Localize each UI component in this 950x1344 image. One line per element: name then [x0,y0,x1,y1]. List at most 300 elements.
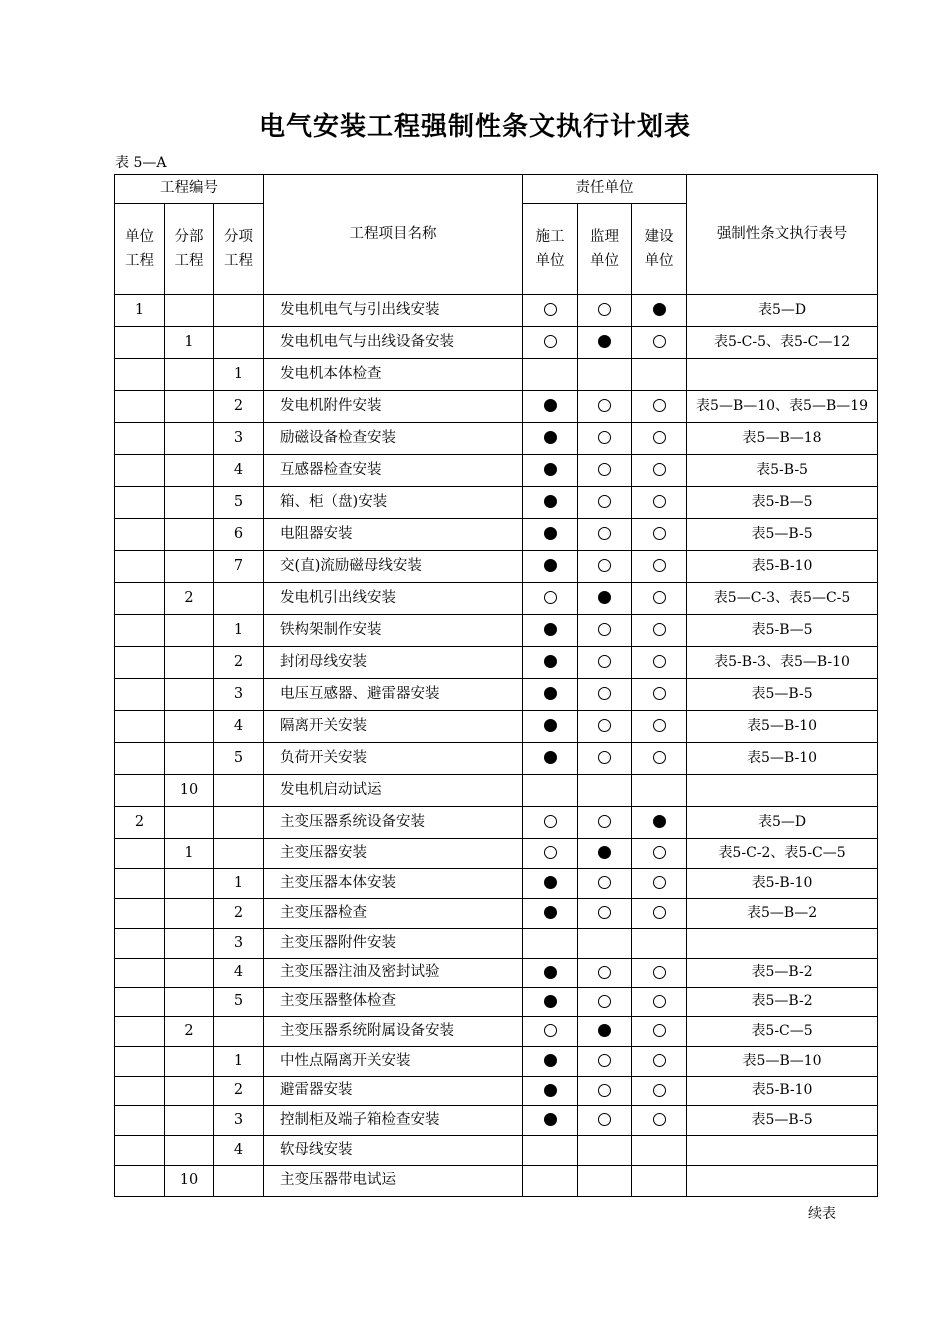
sub-project-cell [165,1047,214,1077]
supervision-mark-cell [578,1077,632,1106]
supervision-mark-cell [578,869,632,899]
empty-circle-icon [598,399,611,412]
empty-circle-icon [653,527,666,540]
owner-mark-cell [632,359,687,391]
owner-mark-cell [632,899,687,929]
item-name-cell: 主变压器带电试运 [264,1166,523,1197]
unit-project-cell: 1 [115,295,165,327]
filled-circle-icon [544,876,557,889]
table-row [115,615,878,647]
empty-circle-icon [653,719,666,732]
unit-project-cell [115,1077,165,1106]
sub-project-cell [165,899,214,929]
construction-mark-cell [523,1166,578,1197]
construction-mark-cell [523,1047,578,1077]
unit-project-cell [115,615,165,647]
table-row [115,359,878,391]
construction-mark-cell [523,959,578,988]
item-name-cell: 发电机电气与引出线安装 [264,295,523,327]
item-name-cell: 发电机启动试运 [264,775,523,807]
empty-circle-icon [653,1084,666,1097]
empty-circle-icon [653,1054,666,1067]
item-name-cell: 主变压器系统附属设备安装 [264,1017,523,1047]
sub-project-cell: 2 [165,583,214,615]
owner-mark-cell [632,711,687,743]
item-project-cell: 2 [214,1077,264,1106]
unit-project-cell [115,1047,165,1077]
supervision-mark-cell [578,327,632,359]
owner-mark-cell [632,988,687,1017]
supervision-mark-cell [578,1047,632,1077]
empty-circle-icon [653,876,666,889]
sub-project-cell [165,1077,214,1106]
empty-circle-icon [653,751,666,764]
item-name-cell: 发电机附件安装 [264,391,523,423]
ref-number-cell: 表5—B-5 [687,1106,878,1136]
empty-circle-icon [653,463,666,476]
sub-project-cell [165,423,214,455]
owner-mark-cell [632,1136,687,1166]
unit-project-cell: 2 [115,807,165,839]
filled-circle-icon [653,303,666,316]
filled-circle-icon [598,846,611,859]
ref-number-cell: 表5-B-5 [687,455,878,487]
owner-mark-cell [632,583,687,615]
sub-project-cell [165,1136,214,1166]
header-unit-project: 单位 工程 [115,204,165,295]
sub-project-cell [165,487,214,519]
table-row [115,327,878,359]
table-row [115,929,878,959]
header-sub-project: 分部 工程 [165,204,214,295]
header-item-name: 工程项目名称 [264,175,523,295]
unit-project-cell [115,359,165,391]
owner-mark-cell [632,1106,687,1136]
ref-number-cell [687,1166,878,1197]
table-row [115,647,878,679]
ref-number-cell: 表5-B—5 [687,487,878,519]
empty-circle-icon [653,1113,666,1126]
table-row [115,455,878,487]
unit-project-cell [115,679,165,711]
item-name-cell: 控制柜及端子箱检查安装 [264,1106,523,1136]
item-project-cell [214,583,264,615]
construction-mark-cell [523,1136,578,1166]
item-project-cell: 1 [214,869,264,899]
supervision-mark-cell [578,391,632,423]
filled-circle-icon [598,1024,611,1037]
item-name-cell: 箱、柜（盘)安装 [264,487,523,519]
table-row [115,423,878,455]
sub-project-cell [165,551,214,583]
supervision-mark-cell [578,487,632,519]
filled-circle-icon [544,906,557,919]
empty-circle-icon [598,303,611,316]
item-project-cell [214,327,264,359]
unit-project-cell [115,391,165,423]
construction-mark-cell [523,583,578,615]
supervision-mark-cell [578,775,632,807]
owner-mark-cell [632,455,687,487]
sub-project-cell [165,647,214,679]
item-project-cell: 3 [214,929,264,959]
empty-circle-icon [544,1024,557,1037]
item-project-cell: 4 [214,711,264,743]
owner-mark-cell [632,487,687,519]
table-row [115,1077,878,1106]
item-name-cell: 软母线安装 [264,1136,523,1166]
owner-mark-cell [632,327,687,359]
header-project-code: 工程编号 [115,175,264,204]
unit-project-cell [115,869,165,899]
owner-mark-cell [632,1047,687,1077]
table-row [115,807,878,839]
table-row [115,679,878,711]
unit-project-cell [115,583,165,615]
item-name-cell: 主变压器附件安装 [264,929,523,959]
item-name-cell: 铁构架制作安装 [264,615,523,647]
construction-mark-cell [523,869,578,899]
table-row [115,1047,878,1077]
owner-mark-cell [632,743,687,775]
filled-circle-icon [653,815,666,828]
item-name-cell: 发电机本体检查 [264,359,523,391]
owner-mark-cell [632,807,687,839]
header-row-1 [115,175,878,204]
unit-project-cell [115,711,165,743]
item-project-cell: 1 [214,359,264,391]
table-row [115,839,878,869]
construction-mark-cell [523,711,578,743]
owner-mark-cell [632,1077,687,1106]
filled-circle-icon [544,495,557,508]
item-name-cell: 发电机电气与出线设备安装 [264,327,523,359]
item-name-cell: 主变压器本体安装 [264,869,523,899]
construction-mark-cell [523,807,578,839]
item-name-cell: 主变压器注油及密封试验 [264,959,523,988]
sub-project-cell: 10 [165,775,214,807]
supervision-mark-cell [578,959,632,988]
item-project-cell: 2 [214,647,264,679]
unit-project-cell [115,551,165,583]
table-row [115,775,878,807]
sub-project-cell [165,929,214,959]
empty-circle-icon [653,966,666,979]
item-project-cell: 3 [214,679,264,711]
sub-project-cell [165,711,214,743]
unit-project-cell [115,743,165,775]
table-row [115,487,878,519]
construction-mark-cell [523,899,578,929]
empty-circle-icon [544,335,557,348]
empty-circle-icon [653,399,666,412]
sub-project-cell [165,519,214,551]
unit-project-cell [115,929,165,959]
construction-mark-cell [523,391,578,423]
empty-circle-icon [598,1113,611,1126]
ref-number-cell: 表5—D [687,295,878,327]
ref-number-cell: 表5—D [687,807,878,839]
header-item-project: 分项 工程 [214,204,264,295]
ref-number-cell: 表5—B-10 [687,711,878,743]
unit-project-cell [115,1106,165,1136]
sub-project-cell [165,988,214,1017]
item-project-cell: 6 [214,519,264,551]
empty-circle-icon [598,1054,611,1067]
item-project-cell: 5 [214,743,264,775]
item-name-cell: 主变压器整体检查 [264,988,523,1017]
item-project-cell: 5 [214,988,264,1017]
empty-circle-icon [598,463,611,476]
filled-circle-icon [598,335,611,348]
unit-project-cell [115,839,165,869]
sub-project-cell: 1 [165,327,214,359]
empty-circle-icon [653,906,666,919]
supervision-mark-cell [578,929,632,959]
owner-mark-cell [632,423,687,455]
ref-number-cell: 表5-C-2、表5-C—5 [687,839,878,869]
ref-number-cell: 表5-B-10 [687,551,878,583]
table-row [115,295,878,327]
item-project-cell: 5 [214,487,264,519]
unit-project-cell [115,959,165,988]
construction-mark-cell [523,1106,578,1136]
construction-mark-cell [523,988,578,1017]
item-project-cell: 2 [214,391,264,423]
filled-circle-icon [544,995,557,1008]
unit-project-cell [115,423,165,455]
supervision-mark-cell [578,743,632,775]
ref-number-cell: 表5—B-10 [687,743,878,775]
filled-circle-icon [544,687,557,700]
item-name-cell: 隔离开关安装 [264,711,523,743]
sub-project-cell [165,679,214,711]
ref-number-cell: 表5-C-5、表5-C—12 [687,327,878,359]
filled-circle-icon [544,463,557,476]
table-row [115,551,878,583]
supervision-mark-cell [578,423,632,455]
supervision-mark-cell [578,988,632,1017]
supervision-mark-cell [578,1017,632,1047]
table-row [115,519,878,551]
empty-circle-icon [598,655,611,668]
empty-circle-icon [598,751,611,764]
ref-number-cell: 表5—B-2 [687,959,878,988]
filled-circle-icon [544,655,557,668]
supervision-mark-cell [578,711,632,743]
item-project-cell: 4 [214,1136,264,1166]
owner-mark-cell [632,839,687,869]
ref-number-cell [687,929,878,959]
item-project-cell: 4 [214,959,264,988]
unit-project-cell [115,647,165,679]
item-project-cell [214,807,264,839]
table-row [115,1106,878,1136]
owner-mark-cell [632,615,687,647]
item-project-cell: 2 [214,899,264,929]
ref-number-cell: 表5-B-10 [687,869,878,899]
header-owner-unit: 建设 单位 [632,204,687,295]
empty-circle-icon [598,995,611,1008]
supervision-mark-cell [578,679,632,711]
item-project-cell: 3 [214,423,264,455]
empty-circle-icon [653,846,666,859]
table-row [115,1017,878,1047]
empty-circle-icon [598,906,611,919]
construction-mark-cell [523,1017,578,1047]
table-row [115,711,878,743]
ref-number-cell: 表5-C—5 [687,1017,878,1047]
ref-number-cell [687,775,878,807]
construction-mark-cell [523,615,578,647]
sub-project-cell [165,295,214,327]
item-name-cell: 电阻器安装 [264,519,523,551]
sub-project-cell [165,1106,214,1136]
item-name-cell: 负荷开关安装 [264,743,523,775]
empty-circle-icon [598,966,611,979]
header-supervision-unit: 监理 单位 [578,204,632,295]
item-project-cell: 1 [214,1047,264,1077]
empty-circle-icon [544,591,557,604]
sub-project-cell [165,869,214,899]
unit-project-cell [115,327,165,359]
filled-circle-icon [544,623,557,636]
supervision-mark-cell [578,647,632,679]
filled-circle-icon [544,527,557,540]
supervision-mark-cell [578,295,632,327]
filled-circle-icon [598,591,611,604]
construction-mark-cell [523,551,578,583]
header-construction-unit: 施工 单位 [523,204,578,295]
empty-circle-icon [653,495,666,508]
owner-mark-cell [632,295,687,327]
empty-circle-icon [653,687,666,700]
filled-circle-icon [544,1084,557,1097]
owner-mark-cell [632,775,687,807]
filled-circle-icon [544,559,557,572]
empty-circle-icon [544,303,557,316]
ref-number-cell: 表5—B-5 [687,519,878,551]
table-row [115,959,878,988]
owner-mark-cell [632,869,687,899]
ref-number-cell: 表5—B—18 [687,423,878,455]
item-project-cell [214,295,264,327]
empty-circle-icon [598,687,611,700]
ref-number-cell [687,359,878,391]
table-row [115,1136,878,1166]
table-row [115,1166,878,1197]
owner-mark-cell [632,1017,687,1047]
owner-mark-cell [632,929,687,959]
unit-project-cell [115,455,165,487]
unit-project-cell [115,1166,165,1197]
supervision-mark-cell [578,839,632,869]
item-project-cell: 3 [214,1106,264,1136]
supervision-mark-cell [578,583,632,615]
supervision-mark-cell [578,551,632,583]
sub-project-cell: 10 [165,1166,214,1197]
item-name-cell: 电压互感器、避雷器安装 [264,679,523,711]
empty-circle-icon [598,495,611,508]
owner-mark-cell [632,679,687,711]
empty-circle-icon [544,846,557,859]
ref-number-cell: 表5—B-2 [687,988,878,1017]
empty-circle-icon [598,431,611,444]
construction-mark-cell [523,487,578,519]
empty-circle-icon [598,815,611,828]
item-name-cell: 主变压器检查 [264,899,523,929]
unit-project-cell [115,988,165,1017]
empty-circle-icon [544,815,557,828]
item-project-cell: 4 [214,455,264,487]
filled-circle-icon [544,966,557,979]
sub-project-cell [165,615,214,647]
construction-mark-cell [523,359,578,391]
construction-mark-cell [523,775,578,807]
sub-project-cell [165,391,214,423]
supervision-mark-cell [578,1106,632,1136]
empty-circle-icon [598,1084,611,1097]
construction-mark-cell [523,455,578,487]
ref-number-cell: 表5-B-3、表5—B-10 [687,647,878,679]
construction-mark-cell [523,647,578,679]
construction-mark-cell [523,743,578,775]
filled-circle-icon [544,1113,557,1126]
sub-project-cell [165,359,214,391]
execution-plan-table [114,174,878,1197]
sub-project-cell: 2 [165,1017,214,1047]
supervision-mark-cell [578,519,632,551]
page-title: 电气安装工程强制性条文执行计划表 [258,112,691,142]
construction-mark-cell [523,327,578,359]
construction-mark-cell [523,929,578,959]
ref-number-cell: 表5—B-5 [687,679,878,711]
item-project-cell: 1 [214,615,264,647]
construction-mark-cell [523,679,578,711]
table-number: 表 5—A [115,155,167,171]
owner-mark-cell [632,391,687,423]
table-row [115,391,878,423]
construction-mark-cell [523,1077,578,1106]
empty-circle-icon [653,591,666,604]
construction-mark-cell [523,423,578,455]
owner-mark-cell [632,647,687,679]
filled-circle-icon [544,751,557,764]
empty-circle-icon [653,559,666,572]
unit-project-cell [115,899,165,929]
empty-circle-icon [598,719,611,732]
empty-circle-icon [653,431,666,444]
supervision-mark-cell [578,359,632,391]
empty-circle-icon [598,559,611,572]
filled-circle-icon [544,399,557,412]
empty-circle-icon [653,995,666,1008]
supervision-mark-cell [578,615,632,647]
unit-project-cell [115,1017,165,1047]
continued-label: 续表 [808,1206,836,1222]
table-row [115,988,878,1017]
item-name-cell: 主变压器系统设备安装 [264,807,523,839]
item-name-cell: 发电机引出线安装 [264,583,523,615]
filled-circle-icon [544,719,557,732]
empty-circle-icon [598,623,611,636]
empty-circle-icon [653,335,666,348]
item-project-cell [214,839,264,869]
unit-project-cell [115,775,165,807]
sub-project-cell [165,959,214,988]
item-name-cell: 封闭母线安装 [264,647,523,679]
unit-project-cell [115,519,165,551]
